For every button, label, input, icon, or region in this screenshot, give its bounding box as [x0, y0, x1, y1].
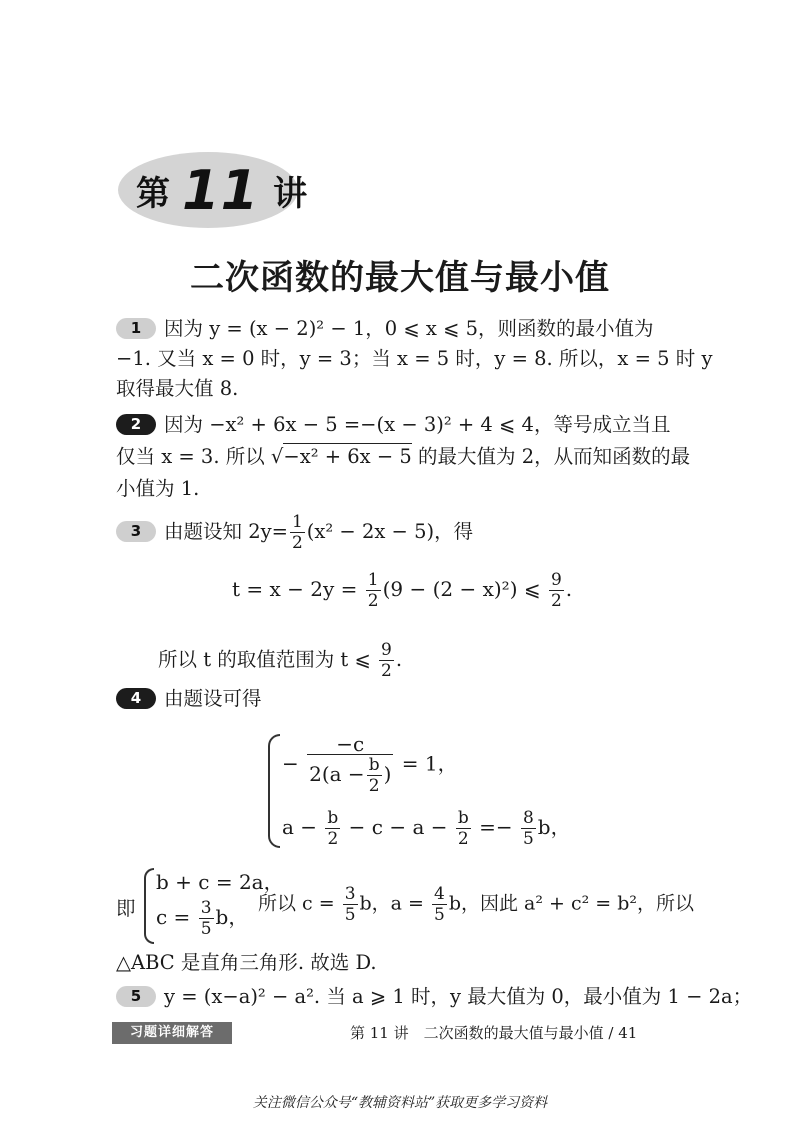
problem-2-text-b: 的最大值为 2，从而知函数的最	[411, 445, 691, 468]
numerator: b	[368, 755, 380, 775]
problem-number-badge: 2	[116, 414, 156, 435]
problem-1-line-2: −1. 又当 x = 0 时，y = 3；当 x = 5 时，y = 8. 所以，x = 5 时 y	[116, 347, 713, 370]
problem-3-equation	[232, 570, 572, 611]
problem-4-intro: 由题设可得	[164, 687, 262, 710]
problem-number-badge: 3	[116, 521, 156, 542]
eq2-end: b，	[537, 815, 571, 839]
concl-text-a: 所以 c =	[258, 892, 335, 915]
problem-5-line-1	[116, 982, 752, 1012]
fraction-three-fifths	[199, 898, 214, 939]
system-eq-1	[282, 734, 458, 796]
numerator: 3	[200, 898, 212, 918]
equation-text-a: t = x − 2y =	[232, 577, 364, 601]
problem-2-text: 因为 −x² + 6x − 5 =−(x − 3)² + 4 ⩽ 4，等号成立当且	[164, 413, 671, 436]
fraction-one-half	[366, 570, 381, 611]
problem-2-text-a: 仅当 x = 3. 所以 √	[116, 445, 284, 468]
denominator: 5	[522, 829, 534, 849]
numerator: 9	[381, 640, 392, 660]
system-brace-2	[144, 868, 154, 944]
lesson-suffix: 讲	[273, 173, 308, 214]
system-eq-2	[282, 808, 571, 849]
fraction-b-half	[325, 808, 340, 849]
problem-3-range	[158, 640, 402, 681]
problem-1-line-1	[116, 314, 654, 344]
running-footer: 第 11 讲 二次函数的最大值与最小值 / 41	[350, 1024, 638, 1042]
watermark-text: 关注微信公众号“教辅资料站”获取更多学习资料	[252, 1095, 548, 1111]
den-text: 2(a −	[309, 762, 365, 786]
problem-number-badge: 5	[116, 986, 156, 1007]
problem-4-line-1	[116, 684, 262, 714]
denominator: 5	[344, 905, 356, 925]
numerator: 1	[291, 512, 303, 532]
concl-text-c: b，因此 a² + c² = b²，所以	[448, 892, 695, 915]
problem-5-text: y = (x−a)² − a². 当 a ⩾ 1 时，y 最大值为 0，最小值为 1 − 2a；	[164, 985, 753, 1008]
problem-2-line-3: 小值为 1.	[116, 477, 200, 500]
problem-4-conclusion	[258, 884, 694, 925]
system2-eq-2	[156, 898, 248, 939]
problem-1-text: 因为 y = (x − 2)² − 1，0 ⩽ x ⩽ 5，则函数的最小值为	[164, 317, 654, 340]
fraction-four-fifths	[432, 884, 447, 925]
radicand: −x² + 6x − 5	[283, 445, 412, 468]
fraction-b-half	[456, 808, 471, 849]
problem-3-text-a: 由题设知 2y=	[164, 520, 288, 543]
fraction-minus-c	[307, 734, 393, 796]
denominator: 2	[291, 533, 303, 553]
minus-sign: −	[282, 751, 299, 776]
problem-2-line-1	[116, 410, 670, 440]
denominator: 2	[367, 775, 382, 796]
fraction-b-half	[367, 755, 382, 796]
lesson-heading	[136, 160, 307, 220]
eq-text: c =	[156, 905, 191, 929]
problem-1-line-3: 取得最大值 8.	[116, 377, 239, 400]
numerator: b	[327, 808, 339, 828]
numerator: 3	[344, 884, 356, 904]
fraction-nine-halves	[379, 640, 394, 681]
denominator: 2	[325, 828, 340, 849]
denominator: 2	[550, 591, 562, 611]
range-text: 所以 t 的取值范围为 t ⩽	[158, 648, 378, 671]
concl-text-b: b，a =	[359, 892, 424, 915]
equals-one: = 1，	[401, 751, 458, 776]
denominator: 5	[434, 905, 445, 925]
eq2-equals: =−	[479, 815, 513, 839]
fraction-one-half	[290, 512, 305, 553]
problem-2-line-2	[116, 442, 690, 472]
system2-eq-1: b + c = 2a，	[156, 870, 284, 894]
section-label: 习题详细解答	[112, 1022, 232, 1044]
numerator: −c	[336, 732, 365, 756]
problem-3-line-1	[116, 512, 473, 553]
den-close: )	[383, 762, 392, 786]
equation-end: .	[565, 577, 573, 601]
numerator: 9	[550, 570, 562, 590]
numerator: b	[457, 808, 469, 828]
range-end: .	[395, 648, 403, 671]
denominator: 2	[367, 591, 379, 611]
fraction-nine-halves	[549, 570, 564, 611]
system-brace	[268, 734, 280, 848]
denominator: 2	[456, 828, 471, 849]
eq-end: b，	[215, 905, 249, 929]
lesson-prefix: 第	[136, 173, 170, 214]
lesson-number: 11	[182, 158, 260, 222]
numerator: 1	[367, 570, 379, 590]
equation-text-b: (9 − (2 − x)²) ⩽	[382, 577, 547, 601]
numerator: 4	[434, 884, 445, 904]
denominator: 2	[381, 661, 392, 681]
fraction-eight-fifths	[521, 808, 536, 849]
eq2-text-a: a −	[282, 815, 318, 839]
problem-number-badge: 4	[116, 688, 156, 709]
problem-3-text-b: (x² − 2x − 5)，得	[306, 520, 474, 543]
denominator: 5	[200, 919, 212, 939]
eq2-text-b: − c − a −	[348, 815, 448, 839]
problem-4-final: △ABC 是直角三角形. 故选 D.	[116, 951, 377, 974]
problem-number-badge: 1	[116, 318, 156, 339]
denominator	[307, 754, 393, 796]
ji-label: 即	[116, 897, 136, 920]
fraction-three-fifths	[343, 884, 358, 925]
numerator: 8	[522, 808, 534, 828]
page-title: 二次函数的最大值与最小值	[190, 258, 610, 298]
